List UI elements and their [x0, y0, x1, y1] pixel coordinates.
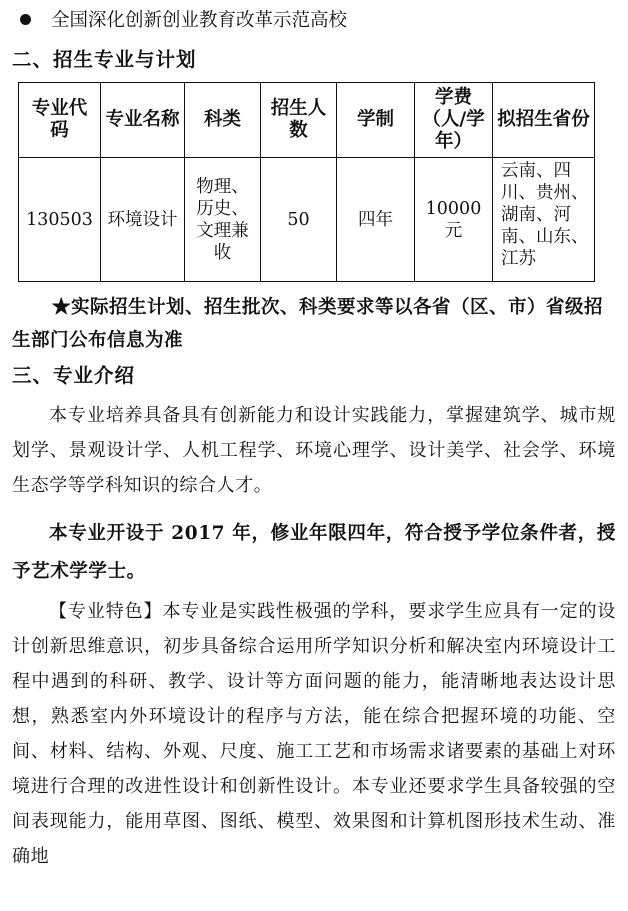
header-cell-tuition: 学费（人/学年） [415, 83, 493, 158]
bullet-dot-icon [20, 14, 31, 25]
degree-paragraph: 本专业开设于 2017 年，修业年限四年，符合授予学位条件者，授予艺术学学士。 [12, 523, 616, 582]
header-cell-duration: 学制 [337, 83, 415, 158]
header-cell-quota: 招生人数 [261, 83, 337, 158]
cell-duration: 四年 [337, 158, 415, 282]
cell-quota: 50 [261, 158, 337, 282]
intro-paragraph: 本专业培养具备具有创新能力和设计实践能力，掌握建筑学、城市规划学、景观设计学、人机工程学、环境心理学、设计美学、社会学、环境生态学等学科知识的综合人才。 [12, 405, 616, 496]
enrollment-note: ★实际招生计划、招生批次、科类要求等以各省（区、市）省级招生部门公布信息为准 [12, 297, 604, 351]
enrollment-table [18, 82, 595, 282]
cell-name: 环境设计 [101, 158, 185, 282]
cell-tuition: 10000元 [415, 158, 493, 282]
table-row [19, 158, 595, 282]
cell-category: 物理、历史、文理兼收 [185, 158, 261, 282]
section-heading-introduction: 三、专业介绍 [12, 364, 136, 387]
features-paragraph: 【专业特色】本专业是实践性极强的学科，要求学生应具有一定的设计创新思维意识，初步具备综合运用所学知识分析和解决室内环境设计工程中遇到的科研、教学、设计等方面问题的能力，能清晰地表达设计思想，熟悉室内外环境设计的程序与方法，能在综合把握环境的功能、空间、材料、结构、外观、尺度、施工工艺和市场需求诸要素的基础上对环境进行合理的改进性设计和创新性设计。本专业还要求学生具备较强的空间表现能力，能用草图、图纸、模型、效果图和计算机图形技术生动、准确地 [12, 601, 616, 867]
header-cell-category: 科类 [185, 83, 261, 158]
header-cell-name: 专业名称 [101, 83, 185, 158]
bullet-item [20, 6, 347, 32]
cell-provinces: 云南、四川、贵州、湖南、河南、山东、江苏 [493, 158, 595, 282]
header-cell-provinces: 拟招生省份 [493, 83, 595, 158]
cell-code: 130503 [19, 158, 101, 282]
bullet-text: 全国深化创新创业教育改革示范高校 [51, 10, 348, 31]
table-header-row [19, 83, 595, 158]
header-cell-code: 专业代码 [19, 83, 101, 158]
section-heading-enrollment: 二、招生专业与计划 [12, 48, 197, 71]
